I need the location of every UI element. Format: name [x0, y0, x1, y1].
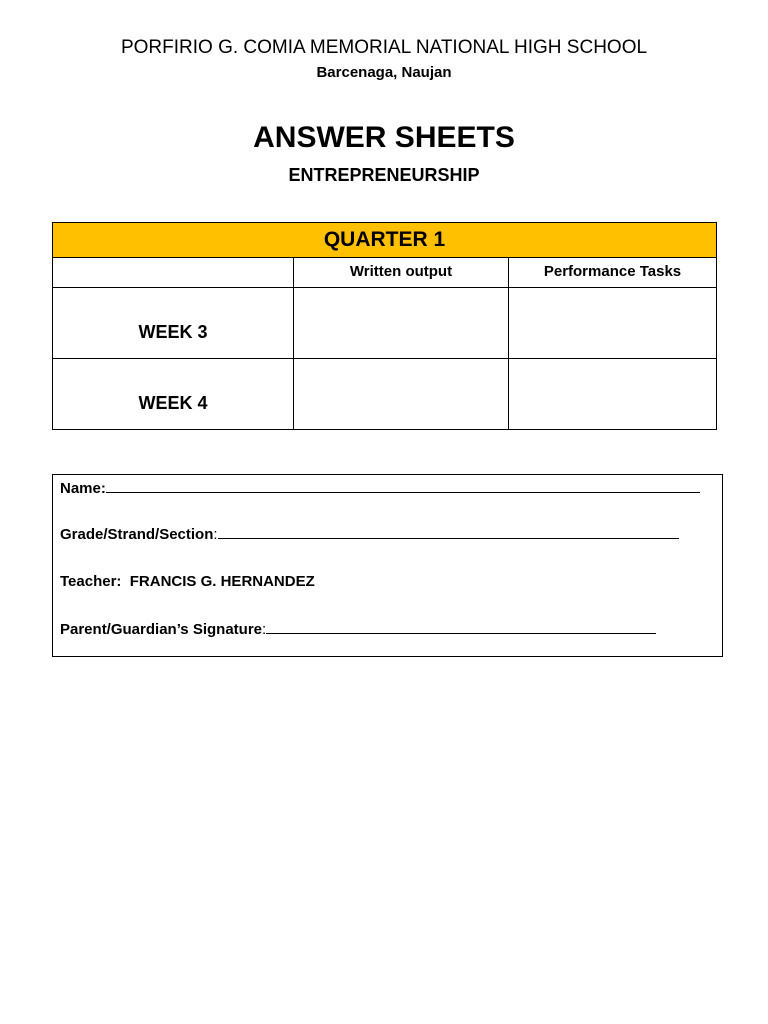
student-info-box [52, 474, 723, 657]
school-location: Barcenaga, Naujan [316, 64, 452, 81]
grade-colon: : [213, 526, 218, 543]
subject-title: ENTREPRENEURSHIP [288, 165, 480, 185]
grade-field[interactable] [218, 524, 679, 539]
signature-label: Parent/Guardian’s Signature [60, 621, 262, 638]
column-header-blank [53, 258, 293, 287]
signature-colon: : [262, 621, 267, 638]
written-output-cell[interactable] [294, 288, 508, 358]
school-name: PORFIRIO G. COMIA MEMORIAL NATIONAL HIGH SCHOOL [120, 37, 648, 58]
name-label: Name: [60, 480, 106, 497]
document-title: ANSWER SHEETS [253, 121, 515, 154]
week-label: WEEK 4 [138, 393, 208, 413]
grade-line [60, 524, 679, 545]
column-header-performance-tasks: Performance Tasks [543, 263, 682, 280]
written-output-cell[interactable] [294, 359, 508, 429]
signature-field[interactable] [266, 619, 656, 634]
quarter-header: QUARTER 1 [53, 223, 716, 258]
column-header-written-output: Written output [349, 263, 453, 280]
name-line [60, 478, 700, 499]
quarter-table [52, 222, 717, 430]
week-label: WEEK 3 [138, 322, 208, 342]
name-field[interactable] [106, 478, 700, 493]
performance-tasks-cell[interactable] [509, 288, 716, 358]
grade-label: Grade/Strand/Section [60, 526, 214, 543]
signature-line [60, 619, 656, 640]
performance-tasks-cell[interactable] [509, 359, 716, 429]
teacher-line [60, 572, 315, 592]
teacher-label: Teacher: [60, 573, 122, 590]
teacher-name: FRANCIS G. HERNANDEZ [129, 573, 315, 590]
